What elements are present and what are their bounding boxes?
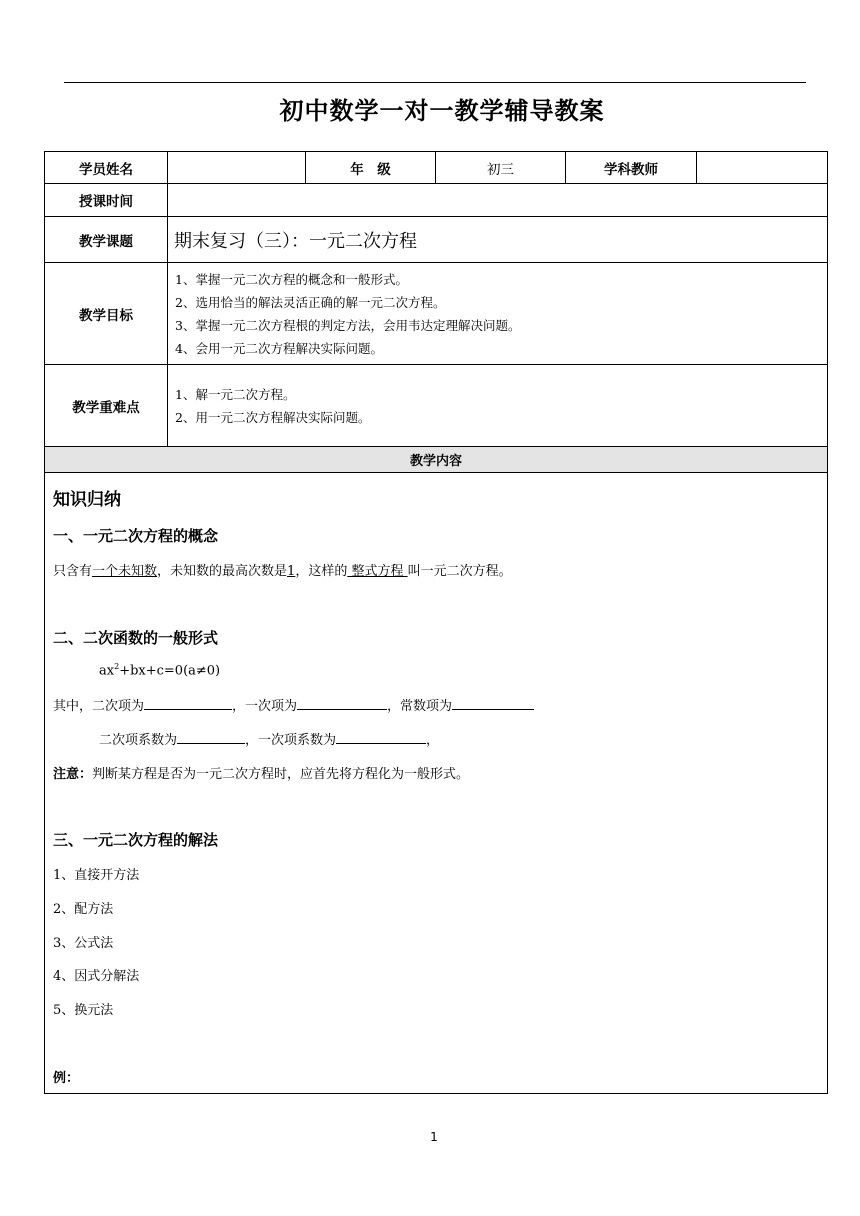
terms-text: ，常数项为 <box>387 699 453 714</box>
linear-coeff-blank <box>336 731 426 744</box>
concept-blank-3: 整式方程 <box>347 564 408 579</box>
section-1-title: 一、一元二次方程的概念 <box>53 527 219 545</box>
grade-value: 初三 <box>436 152 566 184</box>
grade-label: 年 级 <box>306 152 436 184</box>
content-header-row <box>45 447 828 473</box>
key-points-label: 教学重难点 <box>45 365 168 447</box>
concept-text: ，这样的 <box>295 564 348 579</box>
goal-item: 2、选用恰当的解法灵活正确的解一元二次方程。 <box>175 294 446 310</box>
method-item: 3、公式法 <box>53 936 114 951</box>
info-row <box>45 152 828 184</box>
goal-item: 4、会用一元二次方程解决实际问题。 <box>175 340 383 356</box>
general-form-formula <box>99 662 220 678</box>
page-number: 1 <box>430 1130 438 1144</box>
formula-exponent: 2 <box>114 662 120 671</box>
class-time-value <box>168 184 828 217</box>
method-item: 1、直接开方法 <box>53 868 140 883</box>
content-header: 教学内容 <box>45 447 828 473</box>
method-item: 5、换元法 <box>53 1003 114 1018</box>
content-body <box>45 473 828 1094</box>
coeff-text: ， <box>426 733 440 748</box>
quadratic-term-blank <box>144 697 232 710</box>
key-point-item: 2、用一元二次方程解决实际问题。 <box>175 409 371 425</box>
coefficients-line <box>99 729 439 748</box>
concept-paragraph <box>53 560 512 579</box>
goals-list <box>168 263 828 365</box>
terms-text: 其中，二次项为 <box>53 699 145 714</box>
linear-term-blank <box>297 697 387 710</box>
goals-label: 教学目标 <box>45 263 168 365</box>
goal-item: 1、掌握一元二次方程的概念和一般形式。 <box>175 271 408 287</box>
topic-label: 教学课题 <box>45 217 168 263</box>
time-row <box>45 184 828 217</box>
note-text: 判断某方程是否为一元二次方程时，应首先将方程化为一般形式。 <box>92 767 470 782</box>
note-line <box>53 763 469 782</box>
topic-row <box>45 217 828 263</box>
student-name-label: 学员姓名 <box>45 152 168 184</box>
key-points-row <box>45 365 828 447</box>
quadratic-coeff-blank <box>177 731 245 744</box>
key-points-list <box>168 365 828 447</box>
concept-text: 叫一元二次方程。 <box>407 564 512 579</box>
terms-text: ，一次项为 <box>232 699 298 714</box>
teacher-value <box>697 152 828 184</box>
student-name-value <box>168 152 306 184</box>
key-point-item: 1、解一元二次方程。 <box>175 386 296 402</box>
concept-blank-1: 一个未知数 <box>92 564 158 579</box>
constant-term-blank <box>452 697 534 710</box>
concept-blank-2: 1 <box>287 564 296 579</box>
header-rule <box>64 82 806 83</box>
topic-value: 期末复习（三）：一元二次方程 <box>168 217 828 263</box>
method-item: 4、因式分解法 <box>53 969 140 984</box>
concept-text: 只含有 <box>53 564 93 579</box>
knowledge-summary-heading: 知识归纳 <box>53 490 121 510</box>
class-time-label: 授课时间 <box>45 184 168 217</box>
formula-part: +bx+c=0(a≠0) <box>119 663 221 679</box>
teacher-label: 学科教师 <box>566 152 697 184</box>
section-3-title: 三、一元二次方程的解法 <box>53 831 219 849</box>
coeff-text: 二次项系数为 <box>99 733 178 748</box>
document-title: 初中数学一对一教学辅导教案 <box>279 97 605 125</box>
section-2-title: 二、二次函数的一般形式 <box>53 629 219 647</box>
content-row <box>45 473 828 1094</box>
method-item: 2、配方法 <box>53 902 114 917</box>
terms-line <box>53 695 534 714</box>
coeff-text: ，一次项系数为 <box>245 733 337 748</box>
note-label: 注意： <box>53 767 93 782</box>
lesson-plan-table <box>44 151 828 1094</box>
formula-part: ax <box>99 663 115 679</box>
concept-text: ，未知数的最高次数是 <box>157 564 288 579</box>
goal-item: 3、掌握一元二次方程根的判定方法，会用韦达定理解决问题。 <box>175 317 521 333</box>
goals-row <box>45 263 828 365</box>
example-label: 例： <box>53 1071 80 1086</box>
